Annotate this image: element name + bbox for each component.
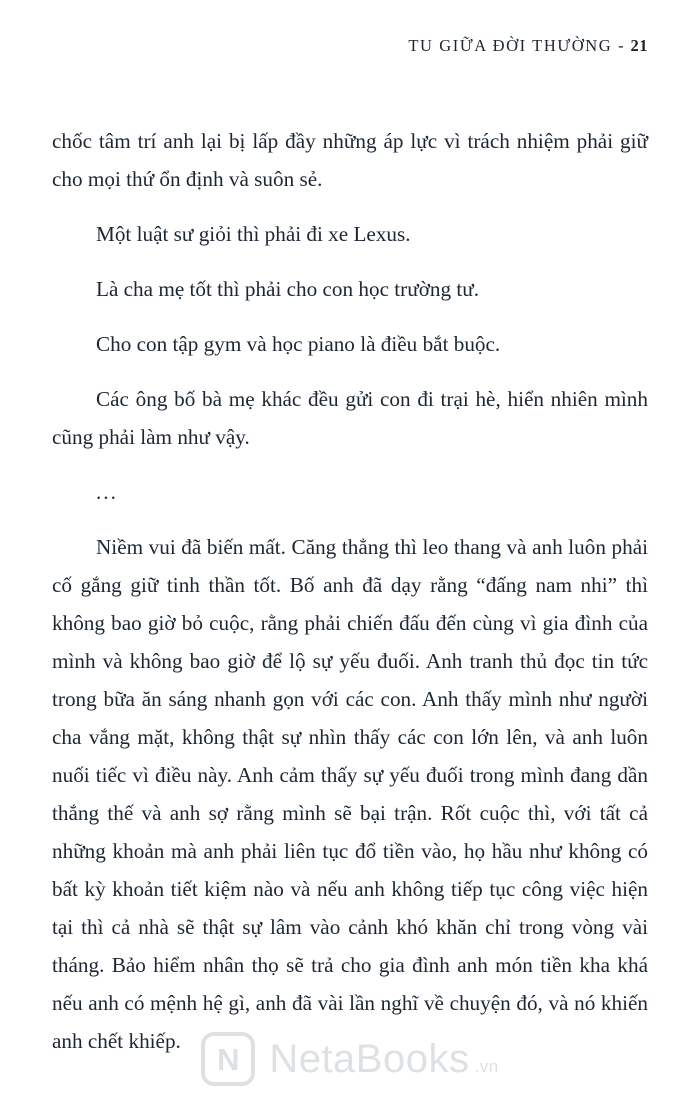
- paragraph: Các ông bố bà mẹ khác đều gửi con đi trại hè, hiển nhiên mình cũng phải làm như vậy.: [52, 387, 648, 449]
- running-head: [408, 36, 648, 56]
- paragraph: Niềm vui đã biến mất. Căng thẳng thì leo thang và anh luôn phải cố gắng giữ tinh thần tốt. Bố anh đã dạy rằng “đấng nam nhi” thì không bao giờ bỏ cuộc, rằng phải chiến đấu đến cùng vì gia đình của mình và không bao giờ để lộ sự yếu đuối. Anh tranh thủ đọc tin tức trong bữa ăn sáng nhanh gọn với các con. Anh thấy mình như người cha vắng mặt, không thật sự nhìn thấy các con lớn lên, và anh luôn nuối tiếc vì điều này. Anh cảm thấy sự yếu đuối trong mình đang dần thắng thế và anh sợ rằng mình sẽ bại trận. Rốt cuộc thì, với tất cả những khoản mà anh phải liên tục đổ tiền vào, họ hầu như không có bất kỳ khoản tiết kiệm nào và nếu anh không tiếp tục công việc hiện tại thì cả nhà sẽ thật sự lâm vào cảnh khó khăn chỉ trong vòng vài tháng. Bảo hiểm nhân thọ sẽ trả cho gia đình anh món tiền kha khá nếu anh có mệnh hệ gì, anh đã vài lần nghĩ về chuyện đó, và nó khiến anh chết khiếp.: [52, 535, 648, 1053]
- watermark-name: NetaBooks: [269, 1036, 470, 1081]
- paragraph: Cho con tập gym và học piano là điều bắt buộc.: [96, 332, 501, 356]
- paragraph-ellipsis: ...: [96, 480, 118, 504]
- page-number: 21: [630, 36, 648, 55]
- running-head-title: TU GIỮA ĐỜI THƯỜNG: [408, 36, 613, 55]
- watermark: [0, 1022, 700, 1096]
- running-head-separator: -: [618, 36, 625, 55]
- paragraph: Một luật sư giỏi thì phải đi xe Lexus.: [96, 222, 411, 246]
- watermark-text: [269, 1037, 498, 1082]
- paragraph: chốc tâm trí anh lại bị lấp đầy những áp lực vì trách nhiệm phải giữ cho mọi thứ ổn định và suôn sẻ.: [52, 129, 648, 191]
- body-text: [52, 122, 648, 1060]
- watermark-suffix: .vn: [474, 1056, 499, 1076]
- paragraph: Là cha mẹ tốt thì phải cho con học trường tư.: [96, 277, 480, 301]
- logo-letter: N: [217, 1041, 240, 1077]
- netabooks-logo-icon: [201, 1032, 255, 1086]
